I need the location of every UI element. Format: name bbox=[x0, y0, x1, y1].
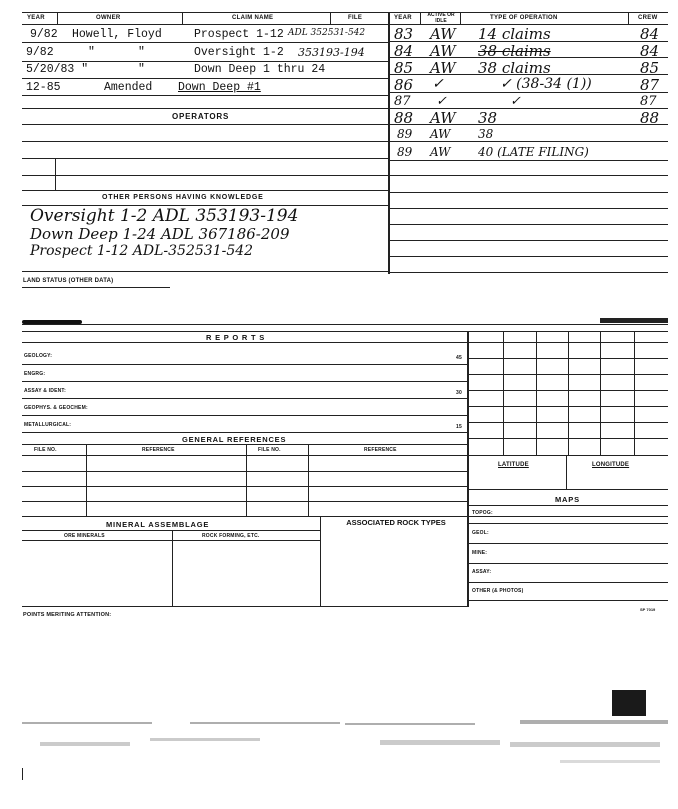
op-type: 38 claims bbox=[478, 59, 551, 77]
header-year-2: YEAR bbox=[394, 15, 412, 21]
form-number: SP 7019 bbox=[640, 607, 656, 612]
op-year: 86 bbox=[394, 76, 414, 94]
claim-year: 9/82 bbox=[30, 28, 58, 41]
op-status: AW bbox=[430, 42, 456, 60]
report-row-label: ASSAY & IDENT: bbox=[24, 388, 66, 394]
ref-col-file-no: FILE NO. bbox=[34, 447, 57, 453]
op-year: 89 bbox=[397, 127, 413, 141]
op-crew: 84 bbox=[640, 42, 660, 60]
op-status: AW bbox=[430, 25, 456, 43]
claim-file-note: 353193-194 bbox=[298, 46, 365, 59]
ref-col-file-no-2: FILE NO. bbox=[258, 447, 281, 453]
map-item: TOPOG: bbox=[472, 510, 493, 516]
op-crew: 84 bbox=[640, 25, 660, 43]
longitude-label: LONGITUDE bbox=[592, 462, 630, 468]
header-year: YEAR bbox=[27, 15, 45, 21]
op-crew: 85 bbox=[640, 59, 660, 77]
op-type: 38 claims bbox=[478, 42, 551, 60]
claim-owner: " bbox=[138, 63, 145, 76]
report-row-label: GEOPHYS. & GEOCHEM: bbox=[24, 405, 88, 411]
associated-rock-types-label: ASSOCIATED ROCK TYPES bbox=[346, 518, 446, 527]
header-file: FILE bbox=[348, 15, 363, 21]
op-crew: 87 bbox=[640, 94, 657, 109]
claim-name: Down Deep 1 thru 24 bbox=[194, 63, 326, 76]
op-year: 89 bbox=[397, 145, 413, 159]
claim-name: Down Deep #1 bbox=[178, 81, 261, 94]
scan-dark-block bbox=[612, 690, 646, 716]
ore-minerals-label: ORE MINERALS bbox=[64, 533, 105, 539]
map-item: ASSAY: bbox=[472, 569, 492, 575]
claim-owner-2: " bbox=[138, 46, 145, 59]
report-row-label: METALLURGICAL: bbox=[24, 422, 72, 428]
op-status: ✓ bbox=[436, 94, 447, 109]
op-type: 38 bbox=[478, 109, 498, 127]
op-year: 85 bbox=[394, 59, 414, 77]
claim-file-note: ADL 352531-542 bbox=[288, 28, 366, 38]
op-type: 14 claims bbox=[478, 25, 551, 43]
map-item: GEOL: bbox=[472, 530, 489, 536]
handwritten-note: Oversight 1-2 ADL 353193-194 bbox=[30, 206, 299, 226]
latitude-label: LATITUDE bbox=[498, 462, 529, 468]
report-row-number: 30 bbox=[456, 390, 462, 396]
ref-col-reference-2: REFERENCE bbox=[364, 447, 397, 453]
op-type: 38 bbox=[478, 127, 494, 141]
header-type-of-operation: TYPE OF OPERATION bbox=[490, 15, 558, 21]
op-crew: 87 bbox=[640, 76, 660, 94]
handwritten-note: Down Deep 1-24 ADL 367186-209 bbox=[30, 225, 290, 243]
header-active-or-idle: ACTIVE OR IDLE bbox=[427, 12, 455, 24]
points-meriting-attention-label: POINTS MERITING ATTENTION: bbox=[23, 612, 112, 618]
maps-title: MAPS bbox=[555, 495, 580, 504]
operators-label: OPERATORS bbox=[172, 112, 230, 121]
report-row-number: 45 bbox=[456, 355, 462, 361]
reports-title: R E P O R T S bbox=[206, 333, 266, 342]
other-persons-label: OTHER PERSONS HAVING KNOWLEDGE bbox=[102, 194, 264, 201]
claim-name: Prospect 1-12 bbox=[194, 28, 284, 41]
header-claim-name: CLAIM NAME bbox=[232, 15, 274, 21]
mineral-assemblage-title: MINERAL ASSEMBLAGE bbox=[106, 520, 210, 529]
header-crew: CREW bbox=[638, 15, 658, 21]
op-type: ✓ bbox=[510, 94, 521, 109]
land-status-label: LAND STATUS (OTHER DATA) bbox=[23, 278, 114, 284]
report-row-number: 15 bbox=[456, 424, 462, 430]
op-status: ✓ bbox=[432, 76, 444, 92]
report-row-label: ENGRG: bbox=[24, 371, 46, 377]
handwritten-note: Prospect 1-12 ADL-352531-542 bbox=[30, 243, 254, 259]
claim-year: 9/82 bbox=[26, 46, 54, 59]
claim-owner: Howell, Floyd bbox=[72, 28, 162, 41]
op-status: AW bbox=[430, 145, 451, 159]
op-year: 88 bbox=[394, 109, 414, 127]
op-type: 40 (LATE FILING) bbox=[478, 145, 589, 159]
op-year: 83 bbox=[394, 25, 414, 43]
map-item: MINE: bbox=[472, 550, 488, 556]
report-row-label: GEOLOGY: bbox=[24, 353, 53, 359]
op-status: AW bbox=[430, 127, 451, 141]
claim-year: 12-85 bbox=[26, 81, 61, 94]
ref-col-reference: REFERENCE bbox=[142, 447, 175, 453]
op-crew: 88 bbox=[640, 109, 660, 127]
map-item: OTHER (& PHOTOS) bbox=[472, 588, 524, 594]
claim-year: 5/20/83 " bbox=[26, 63, 89, 76]
rock-forming-label: ROCK FORMING, ETC. bbox=[202, 533, 260, 539]
header-owner: OWNER bbox=[96, 15, 121, 21]
op-year: 84 bbox=[394, 42, 414, 60]
op-type: ✓ (38-34 (1)) bbox=[500, 76, 592, 92]
op-year: 87 bbox=[394, 94, 411, 109]
claim-owner: Amended bbox=[104, 81, 153, 94]
op-status: AW bbox=[430, 109, 456, 127]
claim-name: Oversight 1-2 bbox=[194, 46, 284, 59]
general-references-title: GENERAL REFERENCES bbox=[182, 435, 287, 444]
op-status: AW bbox=[430, 59, 456, 77]
claim-owner: " bbox=[88, 46, 95, 59]
